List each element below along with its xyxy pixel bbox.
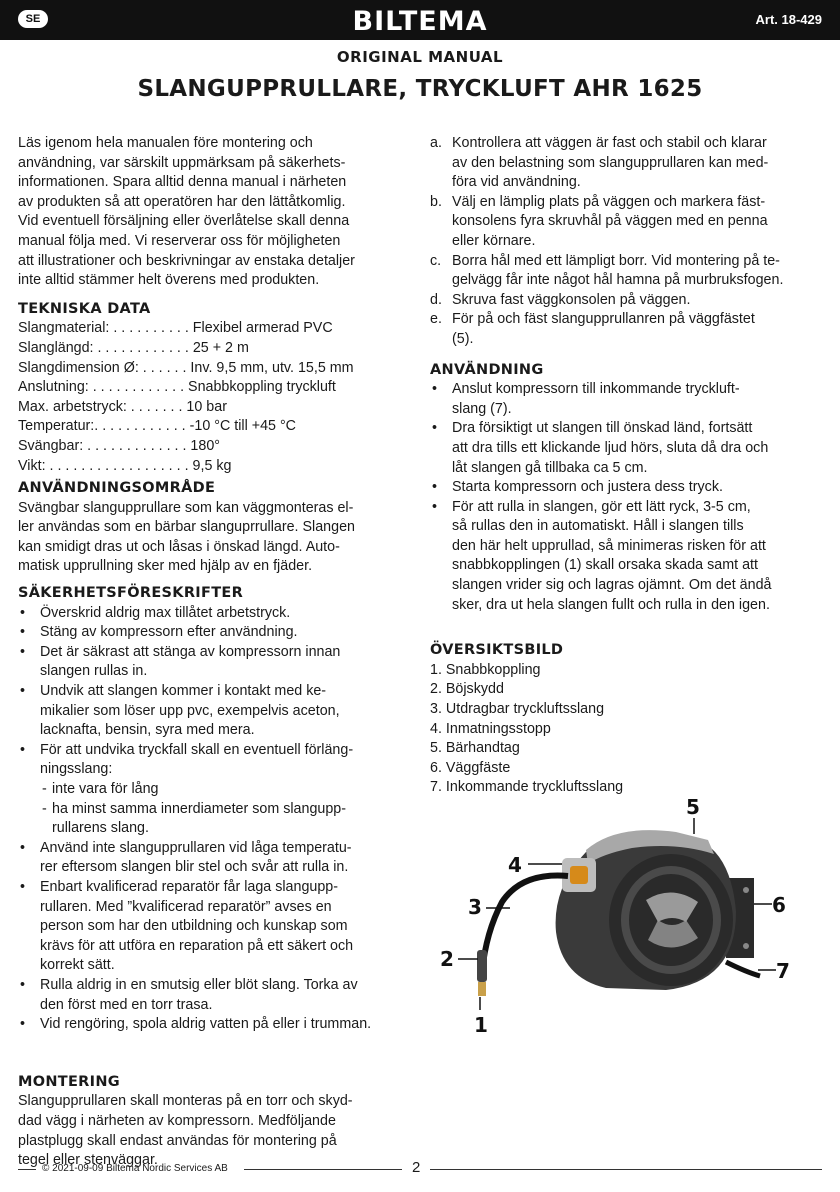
hose-shape xyxy=(482,876,568,972)
overview-item: 3. Utdragbar tryckluftsslang xyxy=(430,701,605,718)
text-line: Läs igenom hela manualen före montering och xyxy=(18,135,313,151)
callout-1: 1 xyxy=(474,1013,488,1037)
text-line: matisk upprullning sker med hjälp av en fjäder. xyxy=(18,558,313,575)
callout-5: 5 xyxy=(686,795,700,819)
footer-rule xyxy=(430,1169,822,1170)
list-item: • Starta kompressorn och justera dess tryck. xyxy=(430,478,825,498)
text-line: plastplugg skall endast användas för montering på xyxy=(18,1132,337,1149)
callout-2: 2 xyxy=(440,947,454,971)
list-item: • Vid rengöring, spola aldrig vatten på eller i trumman. xyxy=(18,1015,408,1035)
article-number: Art. 18-429 xyxy=(755,12,822,27)
safety-list-continued xyxy=(18,839,408,1035)
footer-rule xyxy=(18,1169,36,1170)
safety-list xyxy=(18,604,408,780)
text-line: ler användas som en bärbar slanguprrullare. Slangen xyxy=(18,519,355,536)
text-line: dad vägg i närheten av kompressorn. Medföljande xyxy=(18,1112,336,1129)
text-line: informationen. Spara alltid denna manual i närheten xyxy=(18,174,347,191)
text-line: Vid eventuell försäljning eller överlåtelse skall denna xyxy=(18,213,350,230)
usage-area-paragraph xyxy=(18,499,408,577)
quick-coupling-shape xyxy=(478,982,486,996)
overview-item: 5. Bärhandtag xyxy=(430,740,520,757)
spec-row: Temperatur:. . . . . . . . . . . . -10 °C till +45 °C xyxy=(18,418,297,435)
spec-row: Svängbar: . . . . . . . . . . . . . 180° xyxy=(18,437,220,454)
sub-list-item: - inte vara för lång xyxy=(40,780,408,800)
text-line: att illustrationer och beskrivningar av enstaka detaljer xyxy=(18,252,355,269)
list-item: • Rulla aldrig in en smutsig eller blöt slang. Torka av den först med en torr trasa. xyxy=(18,976,408,1015)
usage-area-heading: ANVÄNDNINGSOMRÅDE xyxy=(18,480,216,497)
list-item: • Det är säkrast att stänga av kompressorn innan slangen rullas in. xyxy=(18,643,408,682)
spec-row: Slanglängd: . . . . . . . . . . . . 25 + 2 m xyxy=(18,339,249,356)
list-item: • För att rulla in slangen, gör ett lätt ryck, 3-5 cm, så rullas den in automatiskt. Håll i slangen tills den här helt upprullad, så minimeras risken för att snabbkopplingen (1) skall orsaka skada samt att slangen vrider sig och lagras ojämnt. Om det ändå sker, dra ut hela slangen fullt och rulla in den igen. xyxy=(430,498,825,616)
list-item: • Dra försiktigt ut slangen till önskad länd, fortsätt att dra tills ett klickande ljud hörs, sluta då dra och låt slangen gå tillbaka ca 5 cm. xyxy=(430,419,825,478)
callout-3: 3 xyxy=(468,895,482,919)
page-number: 2 xyxy=(412,1159,421,1176)
hose-reel-illustration xyxy=(436,792,826,1044)
sub-list-item: - ha minst samma innerdiameter som slangupp- rullarens slang. xyxy=(40,800,408,839)
safety-heading: SÄKERHETSFÖRESKRIFTER xyxy=(18,585,244,602)
overview-item: 7. Inkommande tryckluftsslang xyxy=(430,779,624,796)
overview-item: 6. Väggfäste xyxy=(430,759,511,776)
left-column xyxy=(18,134,408,1171)
step-item: e. För på och fäst slangupprullanren på väggfästet (5). xyxy=(430,311,755,347)
step-item: d. Skruva fast väggkonsolen på väggen. xyxy=(430,291,691,308)
text-line: Slangupprullaren skall monteras på en torr och skyd- xyxy=(18,1093,353,1110)
intro-paragraph xyxy=(18,134,408,291)
safety-sublist xyxy=(18,780,408,839)
brand-logo: BILTEMA xyxy=(352,6,488,37)
callout-7: 7 xyxy=(776,959,790,983)
step-item: c. Borra hål med ett lämpligt borr. Vid montering på te- gelvägg får inte något hål hamna på murbruksfogen. xyxy=(430,252,784,289)
text-line: inte alltid stämmer helt överens med produkten. xyxy=(18,272,320,289)
list-item: • Överskrid aldrig max tillåtet arbetstryck. xyxy=(18,604,408,624)
text-line: manual följa med. Vi reserverar oss för möjligheten xyxy=(18,232,341,249)
text-line: Svängbar slangupprullare som kan väggmonteras el- xyxy=(18,499,354,516)
list-item: • Undvik att slangen kommer i kontakt med ke- mikalier som löser upp pvc, exempelvis aceton, lacknafta, bensin, syra med mera. xyxy=(18,682,408,741)
overview-item: 4. Inmatningsstopp xyxy=(430,720,551,737)
callout-4: 4 xyxy=(508,853,522,877)
copyright-text: © 2021-09-09 Biltema Nordic Services AB xyxy=(42,1163,228,1174)
text-line: av produkten så att operatören har den lättåtkomlig. xyxy=(18,193,346,210)
document-title: SLANGUPPRULLARE, TRYCKLUFT AHR 1625 xyxy=(137,76,703,102)
document-subtitle: ORIGINAL MANUAL xyxy=(336,48,504,66)
list-item: • Använd inte slangupprullaren vid låga temperatu- rer eftersom slangen blir stel och svår att rulla in. xyxy=(18,839,408,878)
mounting-paragraph xyxy=(18,1092,408,1170)
header-bar xyxy=(0,0,840,40)
overview-heading: ÖVERSIKTSBILD xyxy=(430,642,564,659)
spec-row: Slangdimension Ø: . . . . . . Inv. 9,5 mm, utv. 15,5 mm xyxy=(18,359,354,376)
step-item: b. Välj en lämplig plats på väggen och markera fäst- konsolens fyra skruvhål på väggen med en penna eller körnare. xyxy=(430,193,768,249)
text-line: användning, var särskilt uppmärksam på säkerhets- xyxy=(18,154,346,171)
language-badge: SE xyxy=(18,10,48,28)
bend-guard-shape xyxy=(477,950,487,982)
footer-rule xyxy=(244,1169,402,1170)
spec-row: Vikt: . . . . . . . . . . . . . . . . . . 9,5 kg xyxy=(18,457,232,474)
list-item: • För att undvika tryckfall skall en eventuell förläng- ningsslang: xyxy=(18,741,408,780)
use-list xyxy=(430,380,825,615)
spec-row: Slangmaterial: . . . . . . . . . . Flexibel armerad PVC xyxy=(18,320,333,337)
tech-spec-list xyxy=(18,319,408,476)
callout-6: 6 xyxy=(772,893,786,917)
list-item: • Stäng av kompressorn efter användning. xyxy=(18,623,408,643)
overview-list xyxy=(430,661,825,798)
tech-heading: TEKNISKA DATA xyxy=(18,300,151,317)
overview-item: 2. Böjskydd xyxy=(430,681,504,698)
step-item: a. Kontrollera att väggen är fast och stabil och klarar av den belastning som slangupprullaren kan med- föra vid användning. xyxy=(430,135,769,191)
list-item: • Anslut kompressorn till inkommande tryckluft- slang (7). xyxy=(430,380,825,419)
text-line: kan smidigt dras ut och låsas i önskad längd. Auto- xyxy=(18,538,340,555)
text-line: tegel eller stenväggar. xyxy=(18,1152,158,1169)
spec-row: Max. arbetstryck: . . . . . . . 10 bar xyxy=(18,398,227,415)
mounting-steps xyxy=(430,134,825,350)
overview-item: 1. Snabbkoppling xyxy=(430,661,541,678)
list-item: • Enbart kvalificerad reparatör får laga slangupp- rullaren. Med ”kvalificerad reparatör” avses en person som har den utbildning och kunskap som krävs för att utföra en reparation på ett säkert och korrekt sätt. xyxy=(18,878,408,976)
use-heading: ANVÄNDNING xyxy=(430,361,544,378)
right-column xyxy=(430,134,825,798)
spec-row: Anslutning: . . . . . . . . . . . . Snabbkoppling tryckluft xyxy=(18,379,336,396)
mounting-heading: MONTERING xyxy=(18,1073,120,1090)
